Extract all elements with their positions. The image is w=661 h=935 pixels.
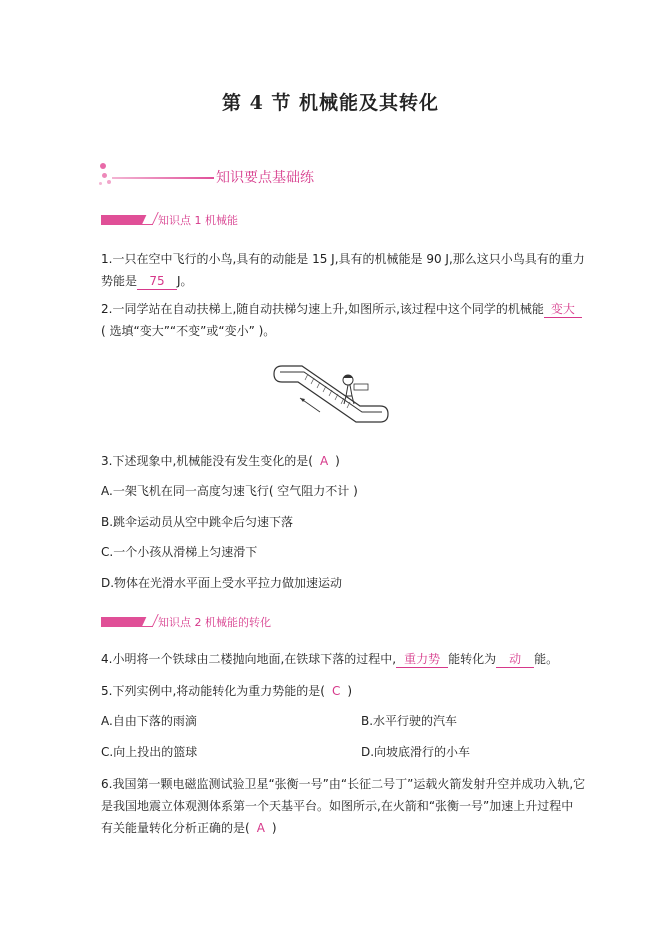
answer-blank: 动: [496, 652, 534, 668]
knowledge-point-1-header: [101, 213, 401, 229]
question-3-stem: 3.下述现象中,机械能没有发生变化的是( A ): [101, 454, 340, 468]
banner-line: [112, 177, 214, 179]
question-4: 4.小明将一个铁球由二楼抛向地面,在铁球下落的过程中, 重力势 能转化为 动 能。: [101, 652, 559, 666]
section-heading: 知识要点基础练: [216, 170, 314, 186]
answer-choice: C: [331, 684, 341, 698]
knowledge-point-label: 知识点 2 机械能的转化: [158, 616, 271, 629]
escalator-figure: [272, 360, 390, 426]
answer-choice: A: [319, 454, 329, 468]
knowledge-point-2-header: [101, 615, 401, 631]
question-1-line-1: 1.一只在空中飞行的小鸟,具有的动能是 15 J,具有的机械能是 90 J,那么这只小鸟具有的重力: [101, 252, 585, 266]
question-5-option-d: D.向坡底滑行的小车: [361, 745, 471, 759]
question-2-line-2: ( 选填“变大”“不变”或“变小” )。: [101, 324, 276, 338]
answer-choice: A: [256, 821, 265, 835]
answer-blank: 重力势: [396, 652, 448, 668]
question-5-option-b: B.水平行驶的汽车: [361, 714, 458, 728]
question-5-row-1: [101, 710, 458, 732]
question-1-line-2: 势能是 75 J。: [101, 274, 193, 288]
answer-blank: 变大: [544, 302, 582, 318]
section-banner: [98, 160, 338, 190]
question-6-line-1: 6.我国第一颗电磁监测试验卫星“张衡一号”由“长征二号丁”运载火箭发射升空并成功入轨,它: [101, 777, 586, 791]
question-3-option-d: D.物体在光滑水平面上受水平拉力做加速运动: [101, 576, 343, 590]
question-5-row-2: [101, 741, 471, 763]
question-3-option-c: C.一个小孩从滑梯上匀速滑下: [101, 545, 258, 559]
question-6-line-3: 有关能量转化分析正确的是( A ): [101, 821, 277, 835]
answer-blank: 75: [137, 274, 177, 290]
question-5-option-c: C.向上投出的篮球: [101, 745, 198, 759]
question-6-line-2: 是我国地震立体观测体系第一个天基平台。如图所示,在火箭和“张衡一号”加速上升过程中: [101, 799, 574, 813]
question-5-stem: 5.下列实例中,将动能转化为重力势能的是( C ): [101, 684, 353, 698]
knowledge-point-label: 知识点 1 机械能: [158, 214, 238, 227]
question-5-option-a: A.自由下落的雨滴: [101, 714, 197, 728]
page-title: 第 4 节 机械能及其转化: [221, 92, 440, 114]
question-3-option-b: B.跳伞运动员从空中跳伞后匀速下落: [101, 515, 294, 529]
question-3-option-a: A.一架飞机在同一高度匀速飞行( 空气阻力不计 ): [101, 484, 358, 498]
question-2-line-1: 2.一同学站在自动扶梯上,随自动扶梯匀速上升,如图所示,该过程中这个同学的机械能 变大: [101, 298, 582, 320]
banner-dots-decoration: [98, 160, 118, 190]
